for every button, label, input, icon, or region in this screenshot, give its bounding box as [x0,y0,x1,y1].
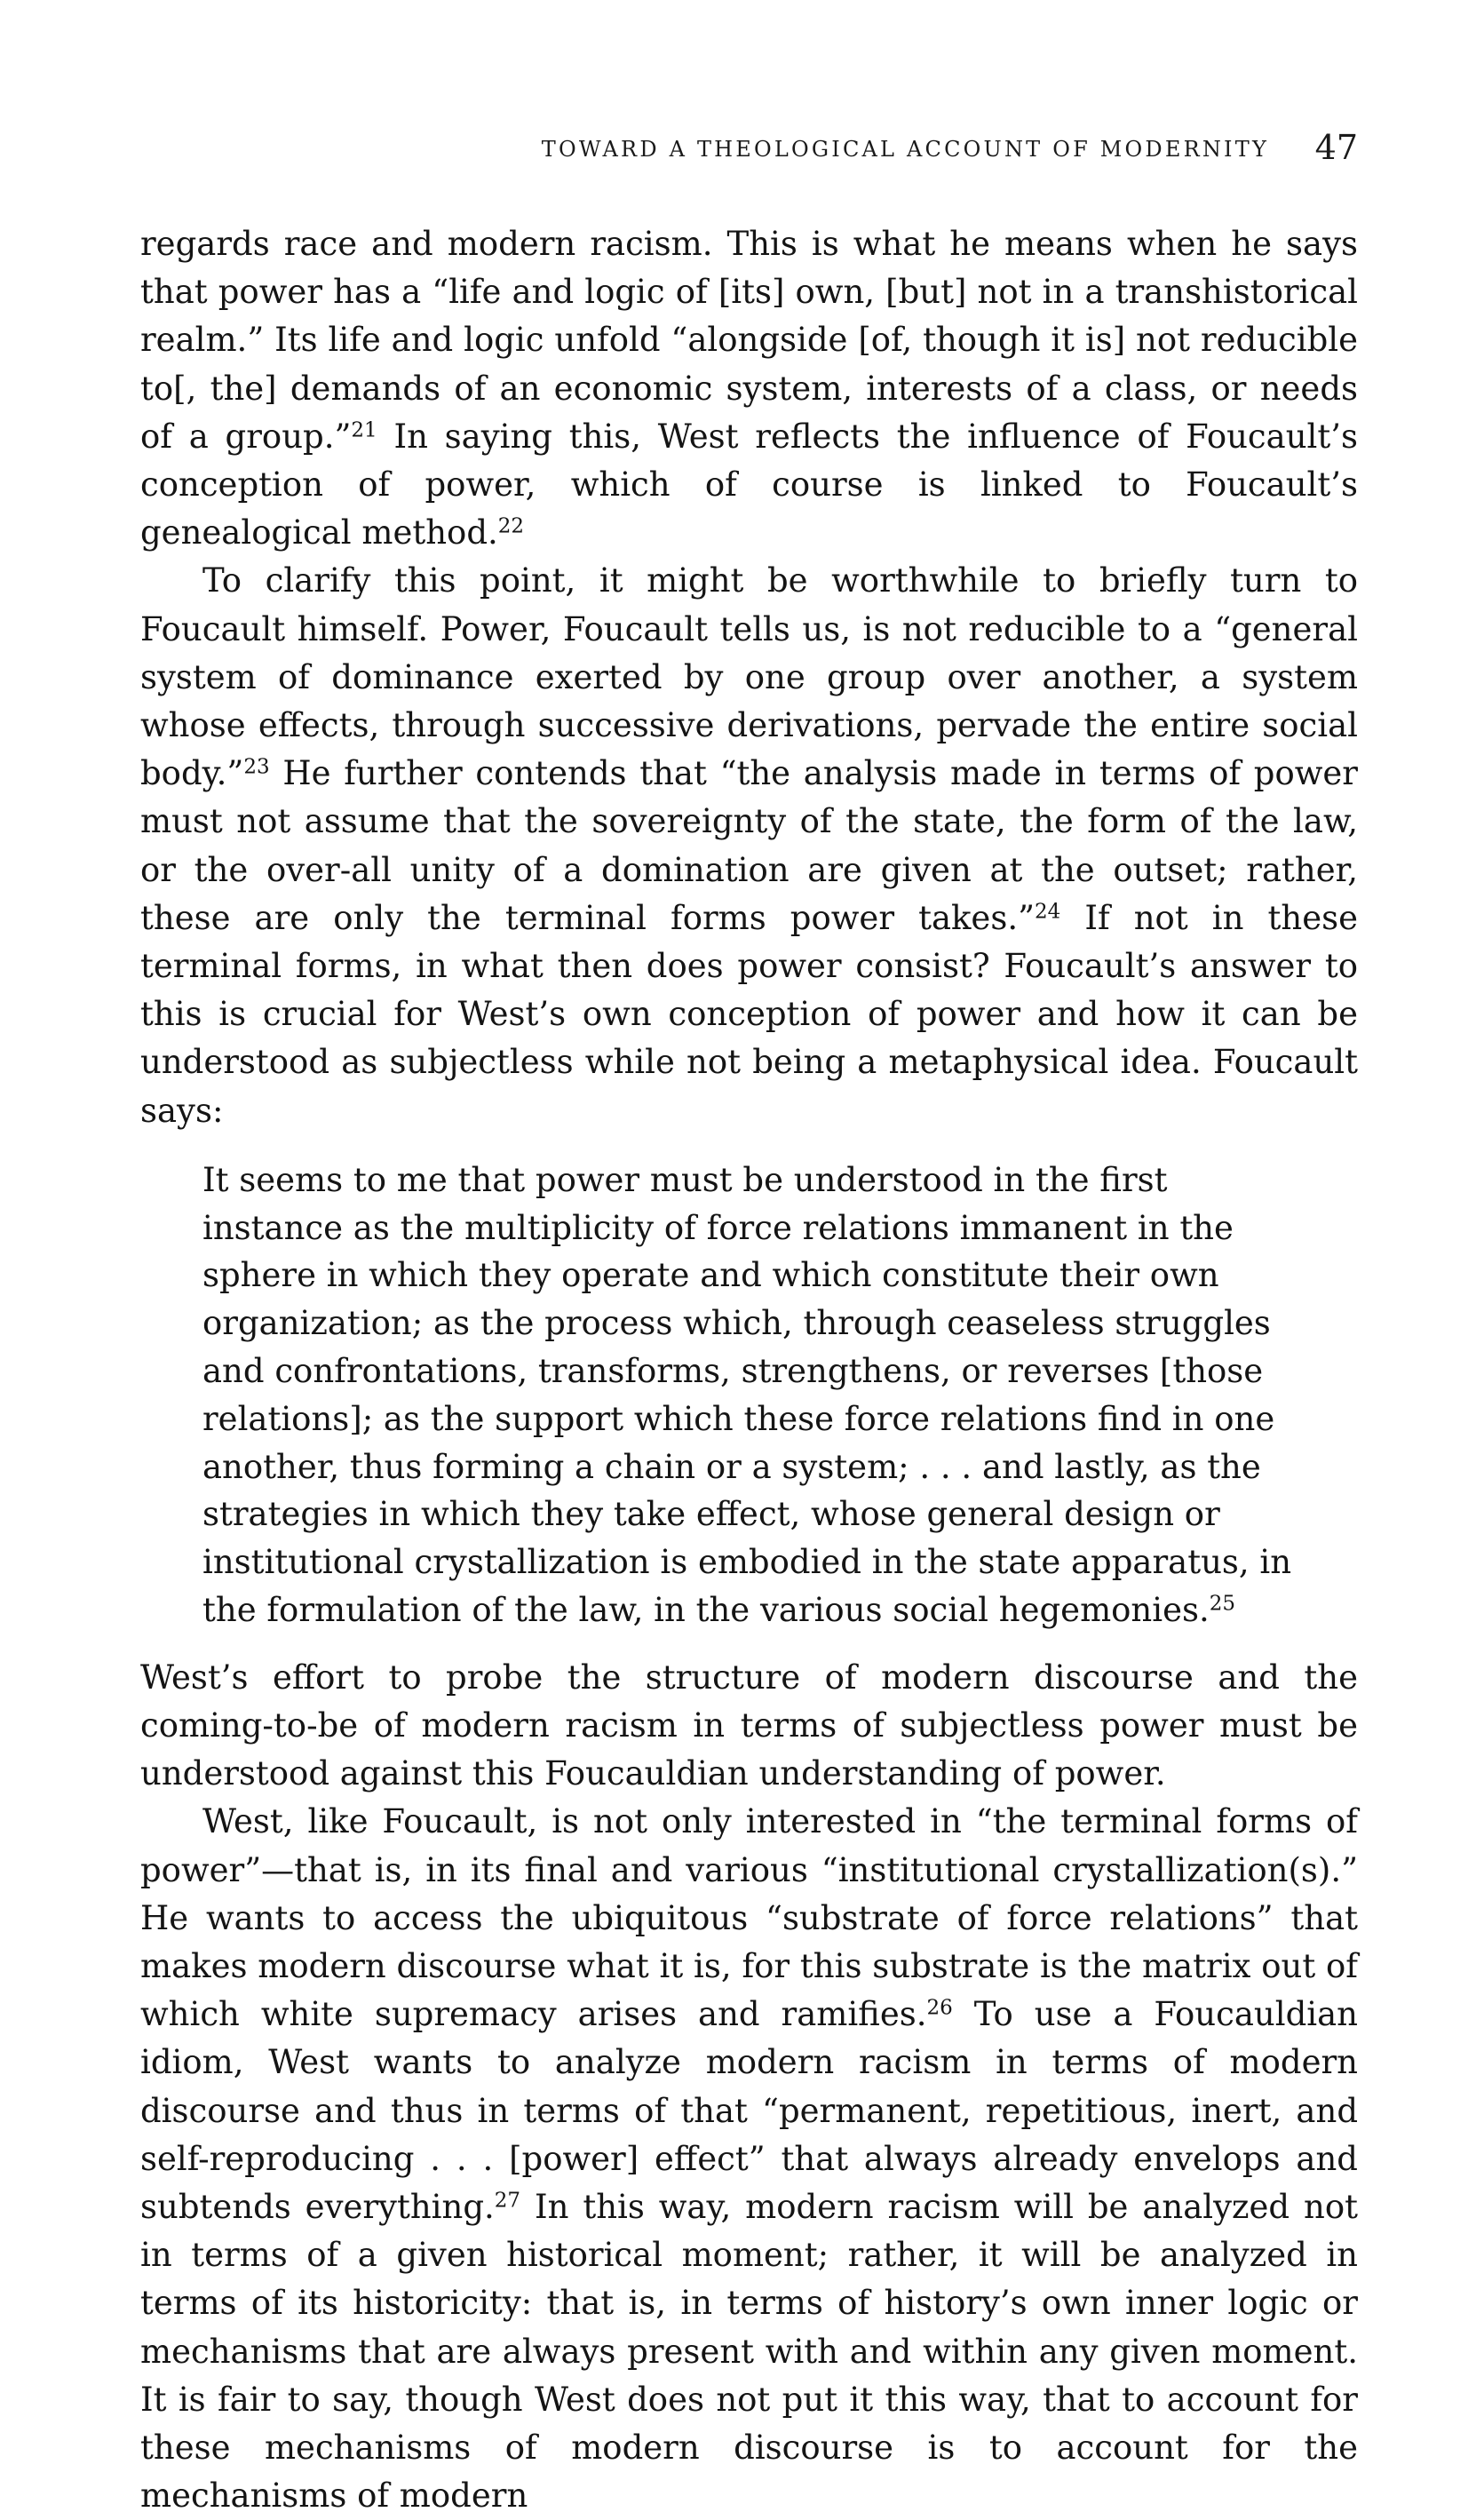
paragraph-4-text-a: West, like Foucault, is not only interested in “the terminal forms of power”—that is, in its final and various “institutional crystallization(s).” He wants to access the ubiquitous “substrate of force relations” that makes modern discourse what it is, for this substrate is the matrix out of which white supremacy arises and ramifies. [140,1802,1358,2034]
footnote-ref-21: 21 [351,418,377,442]
block-quote [202,1157,1304,1634]
footnote-ref-23: 23 [243,755,270,779]
paragraph-1-text-b: In saying this, West reflects the influence of Foucault’s conception of power, which of course is linked to Foucault’s genealogical method. [140,417,1358,552]
paragraph-2-text-c: If not in these terminal forms, in what then does power consist? Foucault’s answer to this is crucial for West’s own conception of power and how it can be understood as subjectless while not being a metaphysical idea. Foucault says: [140,898,1358,1130]
paragraph-2-text-b: He further contends that “the analysis made in terms of power must not assume that the sovereignty of the state, the form of the law, or the over-all unity of a domination are given at the outset; rather, these are only the terminal forms power takes.” [140,754,1358,937]
running-title: TOWARD A THEOLOGICAL ACCOUNT OF MODERNITY [541,137,1269,162]
paragraph-4 [140,1798,1358,2520]
paragraph-3-text: West’s effort to probe the structure of modern discourse and the coming-to-be of modern racism in terms of subjectless power must be understood against this Foucauldian understanding of power. [140,1657,1358,1793]
paragraph-4-text-c: In this way, modern racism will be analyzed not in terms of a given historical moment; rather, it will be analyzed in terms of its historicity: that is, in terms of history’s own inner logic or mechanisms that are always present with and within any given moment. It is fair to say, though West does not put it this way, that to account for these mechanisms of modern discourse is to account for the mechanisms of modern [140,2188,1358,2516]
paragraph-1 [140,220,1358,557]
paragraph-4-text-b: To use a Foucauldian idiom, West wants to analyze modern racism in terms of modern discourse and thus in terms of that “permanent, repetitious, inert, and self-reproducing . . . [power] effect” that always already envelops and subtends everything. [140,1995,1358,2227]
paragraph-2 [140,557,1358,1134]
footnote-ref-26: 26 [926,1996,953,2020]
footnote-ref-24: 24 [1035,900,1061,924]
page-number: 47 [1314,128,1358,167]
footnote-ref-27: 27 [494,2189,521,2213]
footnote-ref-25: 25 [1209,1592,1236,1616]
paragraph-3 [140,1654,1358,1799]
footnote-ref-22: 22 [497,514,525,538]
paragraph-2-text-a: To clarify this point, it might be worthwhile to briefly turn to Foucault himself. Power, Foucault tells us, is not reducible to a “general system of dominance exerted by one group over another, a system whose effects, through successive derivations, pervade the entire social body.” [140,561,1358,793]
paragraph-1-text-a: regards race and modern racism. This is what he means when he says that power has a “life and logic of [its] own, [but] not in a transhistorical realm.” Its life and logic unfold “alongside [of, though it is] not reducible to[, the] demands of an economic system, interests of a class, or needs of a group.” [140,225,1358,456]
block-quote-text: It seems to me that power must be understood in the first instance as the multiplicity of force relations immanent in the sphere in which they operate and which constitute their own organization; as the process which, through ceaseless struggles and confrontations, transforms, strengthens, or reverses [those relations]; as the support which these force relations find in one another, thus forming a chain or a system; . . . and lastly, as the strategies in which they take effect, whose general design or institutional crystallization is embodied in the state apparatus, in the formulation of the law, in the various social hegemonies. [202,1160,1292,1630]
body-text [140,220,1358,2520]
running-head [140,128,1358,187]
